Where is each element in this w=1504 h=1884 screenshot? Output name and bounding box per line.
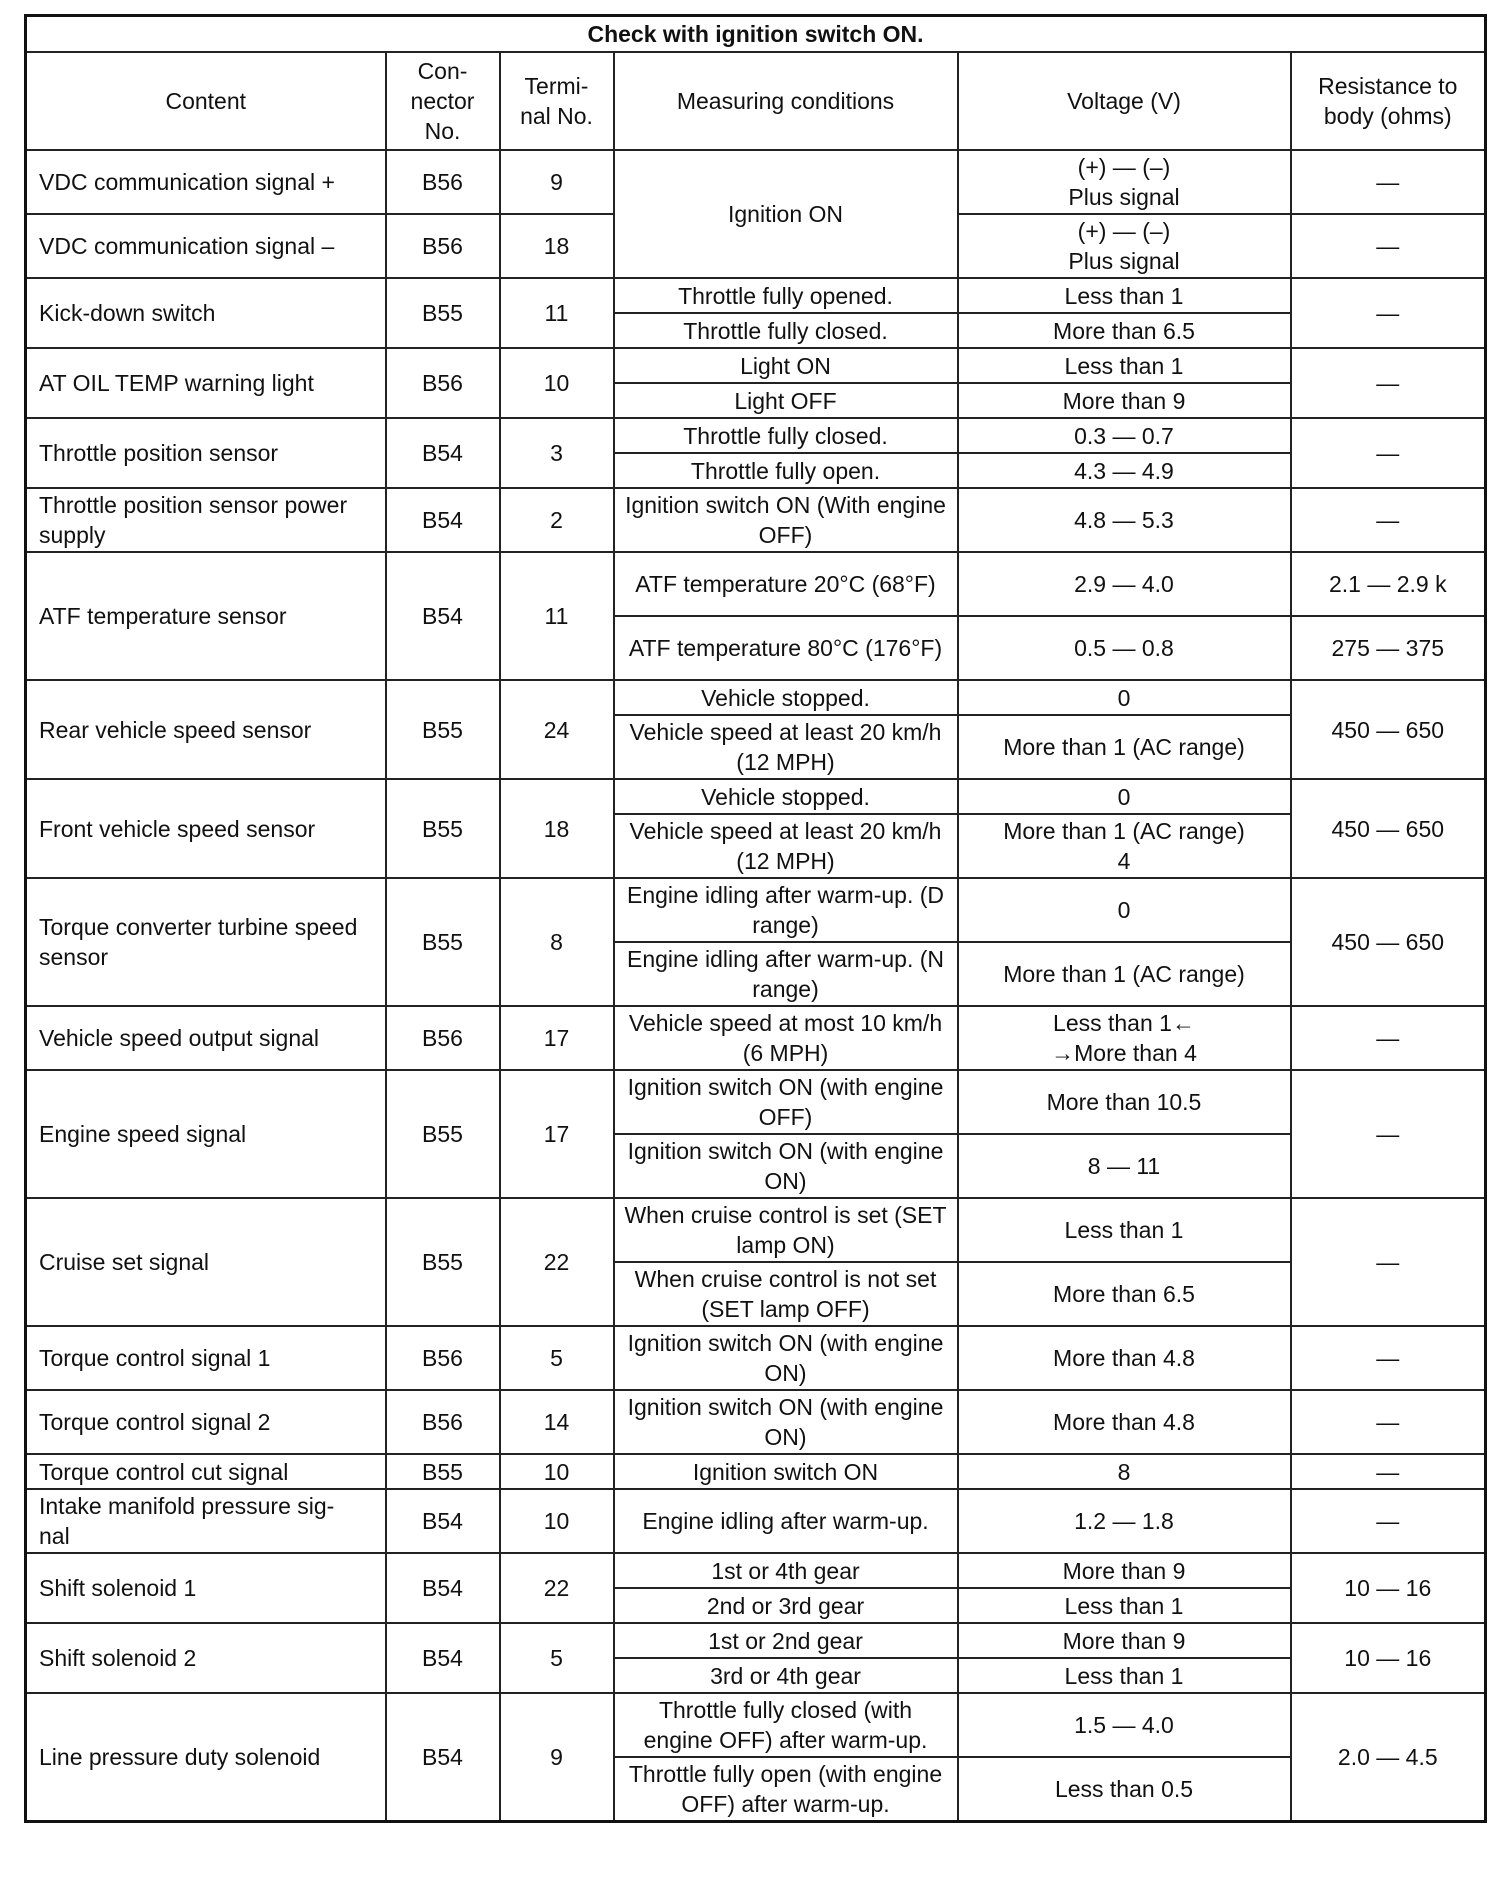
- terminal-cell: 3: [500, 418, 614, 488]
- voltage-cell: More than 10.5: [958, 1070, 1291, 1134]
- content-cell: Shift solenoid 1: [26, 1553, 386, 1623]
- connector-cell: B56: [386, 214, 500, 278]
- conditions-cell: Ignition switch ON (with engine ON): [614, 1390, 958, 1454]
- terminal-cell: 24: [500, 680, 614, 779]
- voltage-cell: 2.9 — 4.0: [958, 552, 1291, 616]
- header-resistance: Resistance to body (ohms): [1291, 52, 1486, 150]
- connector-cell: B55: [386, 779, 500, 878]
- content-cell: Throttle position sensor power supply: [26, 488, 386, 552]
- table-row: [26, 348, 1486, 383]
- resistance-cell: 10 — 16: [1291, 1553, 1486, 1623]
- table-row: [26, 150, 1486, 214]
- header-connector: Con- nector No.: [386, 52, 500, 150]
- connector-cell: B56: [386, 1390, 500, 1454]
- resistance-cell: —: [1291, 1489, 1486, 1553]
- voltage-cell: (+) — (–) Plus signal: [958, 214, 1291, 278]
- connector-cell: B56: [386, 1006, 500, 1070]
- resistance-cell: —: [1291, 1198, 1486, 1326]
- conditions-cell: Vehicle stopped.: [614, 779, 958, 814]
- content-cell: Vehicle speed output signal: [26, 1006, 386, 1070]
- table-row: [26, 488, 1486, 552]
- resistance-cell: —: [1291, 1390, 1486, 1454]
- conditions-cell: 1st or 4th gear: [614, 1553, 958, 1588]
- conditions-cell: Ignition switch ON (With engine OFF): [614, 488, 958, 552]
- connector-cell: B55: [386, 278, 500, 348]
- connector-cell: B56: [386, 1326, 500, 1390]
- conditions-cell: ATF temperature 20°C (68°F): [614, 552, 958, 616]
- voltage-cell: 0: [958, 779, 1291, 814]
- connector-cell: B54: [386, 552, 500, 680]
- voltage-cell: 8 — 11: [958, 1134, 1291, 1198]
- connector-cell: B55: [386, 878, 500, 1006]
- conditions-cell: Throttle fully open.: [614, 453, 958, 488]
- table-row: [26, 1198, 1486, 1262]
- content-cell: Engine speed signal: [26, 1070, 386, 1198]
- conditions-cell: Light OFF: [614, 383, 958, 418]
- voltage-cell: 1.2 — 1.8: [958, 1489, 1291, 1553]
- resistance-cell: —: [1291, 348, 1486, 418]
- terminal-cell: 22: [500, 1198, 614, 1326]
- content-cell: Kick-down switch: [26, 278, 386, 348]
- resistance-cell: —: [1291, 150, 1486, 214]
- terminal-cell: 2: [500, 488, 614, 552]
- conditions-cell: Vehicle speed at least 20 km/h (12 MPH): [614, 814, 958, 878]
- table-row: [26, 418, 1486, 453]
- content-cell: Line pressure duty solenoid: [26, 1693, 386, 1822]
- conditions-cell: Throttle fully closed (with engine OFF) after warm-up.: [614, 1693, 958, 1757]
- conditions-cell: ATF temperature 80°C (176°F): [614, 616, 958, 680]
- resistance-cell: 275 — 375: [1291, 616, 1486, 680]
- resistance-cell: 450 — 650: [1291, 878, 1486, 1006]
- conditions-cell: Ignition switch ON (with engine OFF): [614, 1070, 958, 1134]
- connector-cell: B56: [386, 150, 500, 214]
- voltage-cell: More than 9: [958, 383, 1291, 418]
- table-title: Check with ignition switch ON.: [26, 16, 1486, 53]
- connector-cell: B55: [386, 1198, 500, 1326]
- resistance-cell: —: [1291, 488, 1486, 552]
- header-content: Content: [26, 52, 386, 150]
- resistance-cell: —: [1291, 214, 1486, 278]
- resistance-cell: 2.0 — 4.5: [1291, 1693, 1486, 1822]
- conditions-cell: Ignition switch ON (with engine ON): [614, 1326, 958, 1390]
- terminal-cell: 17: [500, 1070, 614, 1198]
- content-cell: Front vehicle speed sensor: [26, 779, 386, 878]
- terminal-cell: 10: [500, 348, 614, 418]
- conditions-cell: 3rd or 4th gear: [614, 1658, 958, 1693]
- content-cell: Cruise set signal: [26, 1198, 386, 1326]
- connector-cell: B55: [386, 680, 500, 779]
- voltage-cell: 4.8 — 5.3: [958, 488, 1291, 552]
- connector-cell: B54: [386, 1553, 500, 1623]
- table-row: [26, 1070, 1486, 1134]
- resistance-cell: 2.1 — 2.9 k: [1291, 552, 1486, 616]
- terminal-cell: 11: [500, 552, 614, 680]
- conditions-cell: Light ON: [614, 348, 958, 383]
- connector-cell: B56: [386, 348, 500, 418]
- conditions-cell: Ignition switch ON (with engine ON): [614, 1134, 958, 1198]
- connector-cell: B54: [386, 418, 500, 488]
- voltage-cell: 1.5 — 4.0: [958, 1693, 1291, 1757]
- conditions-cell: 1st or 2nd gear: [614, 1623, 958, 1658]
- resistance-cell: —: [1291, 1006, 1486, 1070]
- content-cell: Torque control cut signal: [26, 1454, 386, 1489]
- table-row: [26, 552, 1486, 616]
- voltage-cell: More than 9: [958, 1553, 1291, 1588]
- voltage-cell: Less than 1← →More than 4: [958, 1006, 1291, 1070]
- voltage-cell: Less than 1: [958, 348, 1291, 383]
- resistance-cell: 10 — 16: [1291, 1623, 1486, 1693]
- table-row: [26, 1553, 1486, 1588]
- connector-cell: B55: [386, 1454, 500, 1489]
- conditions-cell: Throttle fully open (with engine OFF) after warm-up.: [614, 1757, 958, 1822]
- voltage-cell: 0.5 — 0.8: [958, 616, 1291, 680]
- table-row: [26, 779, 1486, 814]
- resistance-cell: —: [1291, 1326, 1486, 1390]
- voltage-cell: Less than 1: [958, 278, 1291, 313]
- conditions-cell: Vehicle speed at most 10 km/h (6 MPH): [614, 1006, 958, 1070]
- terminal-cell: 10: [500, 1454, 614, 1489]
- conditions-cell: Engine idling after warm-up. (D range): [614, 878, 958, 942]
- table-row: [26, 1489, 1486, 1553]
- conditions-cell: Ignition ON: [614, 150, 958, 278]
- table-row: [26, 1390, 1486, 1454]
- conditions-cell: Throttle fully opened.: [614, 278, 958, 313]
- terminal-cell: 5: [500, 1623, 614, 1693]
- terminal-cell: 18: [500, 214, 614, 278]
- voltage-cell: More than 1 (AC range): [958, 942, 1291, 1006]
- content-cell: Rear vehicle speed sensor: [26, 680, 386, 779]
- voltage-cell: Less than 1: [958, 1588, 1291, 1623]
- content-cell: VDC communication signal +: [26, 150, 386, 214]
- terminal-cell: 14: [500, 1390, 614, 1454]
- resistance-cell: —: [1291, 418, 1486, 488]
- terminal-cell: 8: [500, 878, 614, 1006]
- ignition-check-table: [24, 14, 1487, 1823]
- table-row: [26, 680, 1486, 715]
- conditions-cell: Vehicle speed at least 20 km/h (12 MPH): [614, 715, 958, 779]
- content-cell: VDC communication signal –: [26, 214, 386, 278]
- voltage-cell: 0.3 — 0.7: [958, 418, 1291, 453]
- terminal-cell: 9: [500, 1693, 614, 1822]
- conditions-cell: Engine idling after warm-up.: [614, 1489, 958, 1553]
- table-row: [26, 1454, 1486, 1489]
- conditions-cell: When cruise control is not set (SET lamp OFF): [614, 1262, 958, 1326]
- conditions-cell: Vehicle stopped.: [614, 680, 958, 715]
- voltage-cell: More than 4.8: [958, 1390, 1291, 1454]
- header-voltage: Voltage (V): [958, 52, 1291, 150]
- table-row: [26, 1623, 1486, 1658]
- content-cell: Torque control signal 2: [26, 1390, 386, 1454]
- voltage-cell: 8: [958, 1454, 1291, 1489]
- voltage-cell: 0: [958, 878, 1291, 942]
- conditions-cell: Engine idling after warm-up. (N range): [614, 942, 958, 1006]
- content-cell: Torque converter turbine speed sensor: [26, 878, 386, 1006]
- voltage-cell: 0: [958, 680, 1291, 715]
- voltage-cell: More than 1 (AC range): [958, 715, 1291, 779]
- voltage-cell: More than 4.8: [958, 1326, 1291, 1390]
- voltage-cell: Less than 0.5: [958, 1757, 1291, 1822]
- conditions-cell: Throttle fully closed.: [614, 418, 958, 453]
- terminal-cell: 11: [500, 278, 614, 348]
- terminal-cell: 9: [500, 150, 614, 214]
- connector-cell: B55: [386, 1070, 500, 1198]
- voltage-cell: More than 1 (AC range) 4: [958, 814, 1291, 878]
- resistance-cell: —: [1291, 278, 1486, 348]
- connector-cell: B54: [386, 1623, 500, 1693]
- connector-cell: B54: [386, 1693, 500, 1822]
- table-row: [26, 1326, 1486, 1390]
- voltage-cell: More than 6.5: [958, 313, 1291, 348]
- conditions-cell: Ignition switch ON: [614, 1454, 958, 1489]
- voltage-cell: More than 9: [958, 1623, 1291, 1658]
- table-row: [26, 278, 1486, 313]
- header-terminal: Termi- nal No.: [500, 52, 614, 150]
- content-cell: ATF temperature sensor: [26, 552, 386, 680]
- resistance-cell: 450 — 650: [1291, 680, 1486, 779]
- table-row: [26, 878, 1486, 942]
- resistance-cell: —: [1291, 1454, 1486, 1489]
- terminal-cell: 22: [500, 1553, 614, 1623]
- conditions-cell: When cruise control is set (SET lamp ON): [614, 1198, 958, 1262]
- terminal-cell: 10: [500, 1489, 614, 1553]
- header-conditions: Measuring conditions: [614, 52, 958, 150]
- terminal-cell: 18: [500, 779, 614, 878]
- voltage-cell: 4.3 — 4.9: [958, 453, 1291, 488]
- resistance-cell: —: [1291, 1070, 1486, 1198]
- resistance-cell: 450 — 650: [1291, 779, 1486, 878]
- content-cell: Torque control signal 1: [26, 1326, 386, 1390]
- content-cell: AT OIL TEMP warning light: [26, 348, 386, 418]
- content-cell: Shift solenoid 2: [26, 1623, 386, 1693]
- voltage-cell: (+) — (–) Plus signal: [958, 150, 1291, 214]
- voltage-cell: More than 6.5: [958, 1262, 1291, 1326]
- voltage-cell: Less than 1: [958, 1198, 1291, 1262]
- terminal-cell: 17: [500, 1006, 614, 1070]
- terminal-cell: 5: [500, 1326, 614, 1390]
- connector-cell: B54: [386, 1489, 500, 1553]
- content-cell: Throttle position sensor: [26, 418, 386, 488]
- voltage-cell: Less than 1: [958, 1658, 1291, 1693]
- connector-cell: B54: [386, 488, 500, 552]
- table-row: [26, 1006, 1486, 1070]
- spec-sheet: [24, 14, 1484, 1823]
- conditions-cell: 2nd or 3rd gear: [614, 1588, 958, 1623]
- conditions-cell: Throttle fully closed.: [614, 313, 958, 348]
- content-cell: Intake manifold pressure sig- nal: [26, 1489, 386, 1553]
- table-row: [26, 1693, 1486, 1757]
